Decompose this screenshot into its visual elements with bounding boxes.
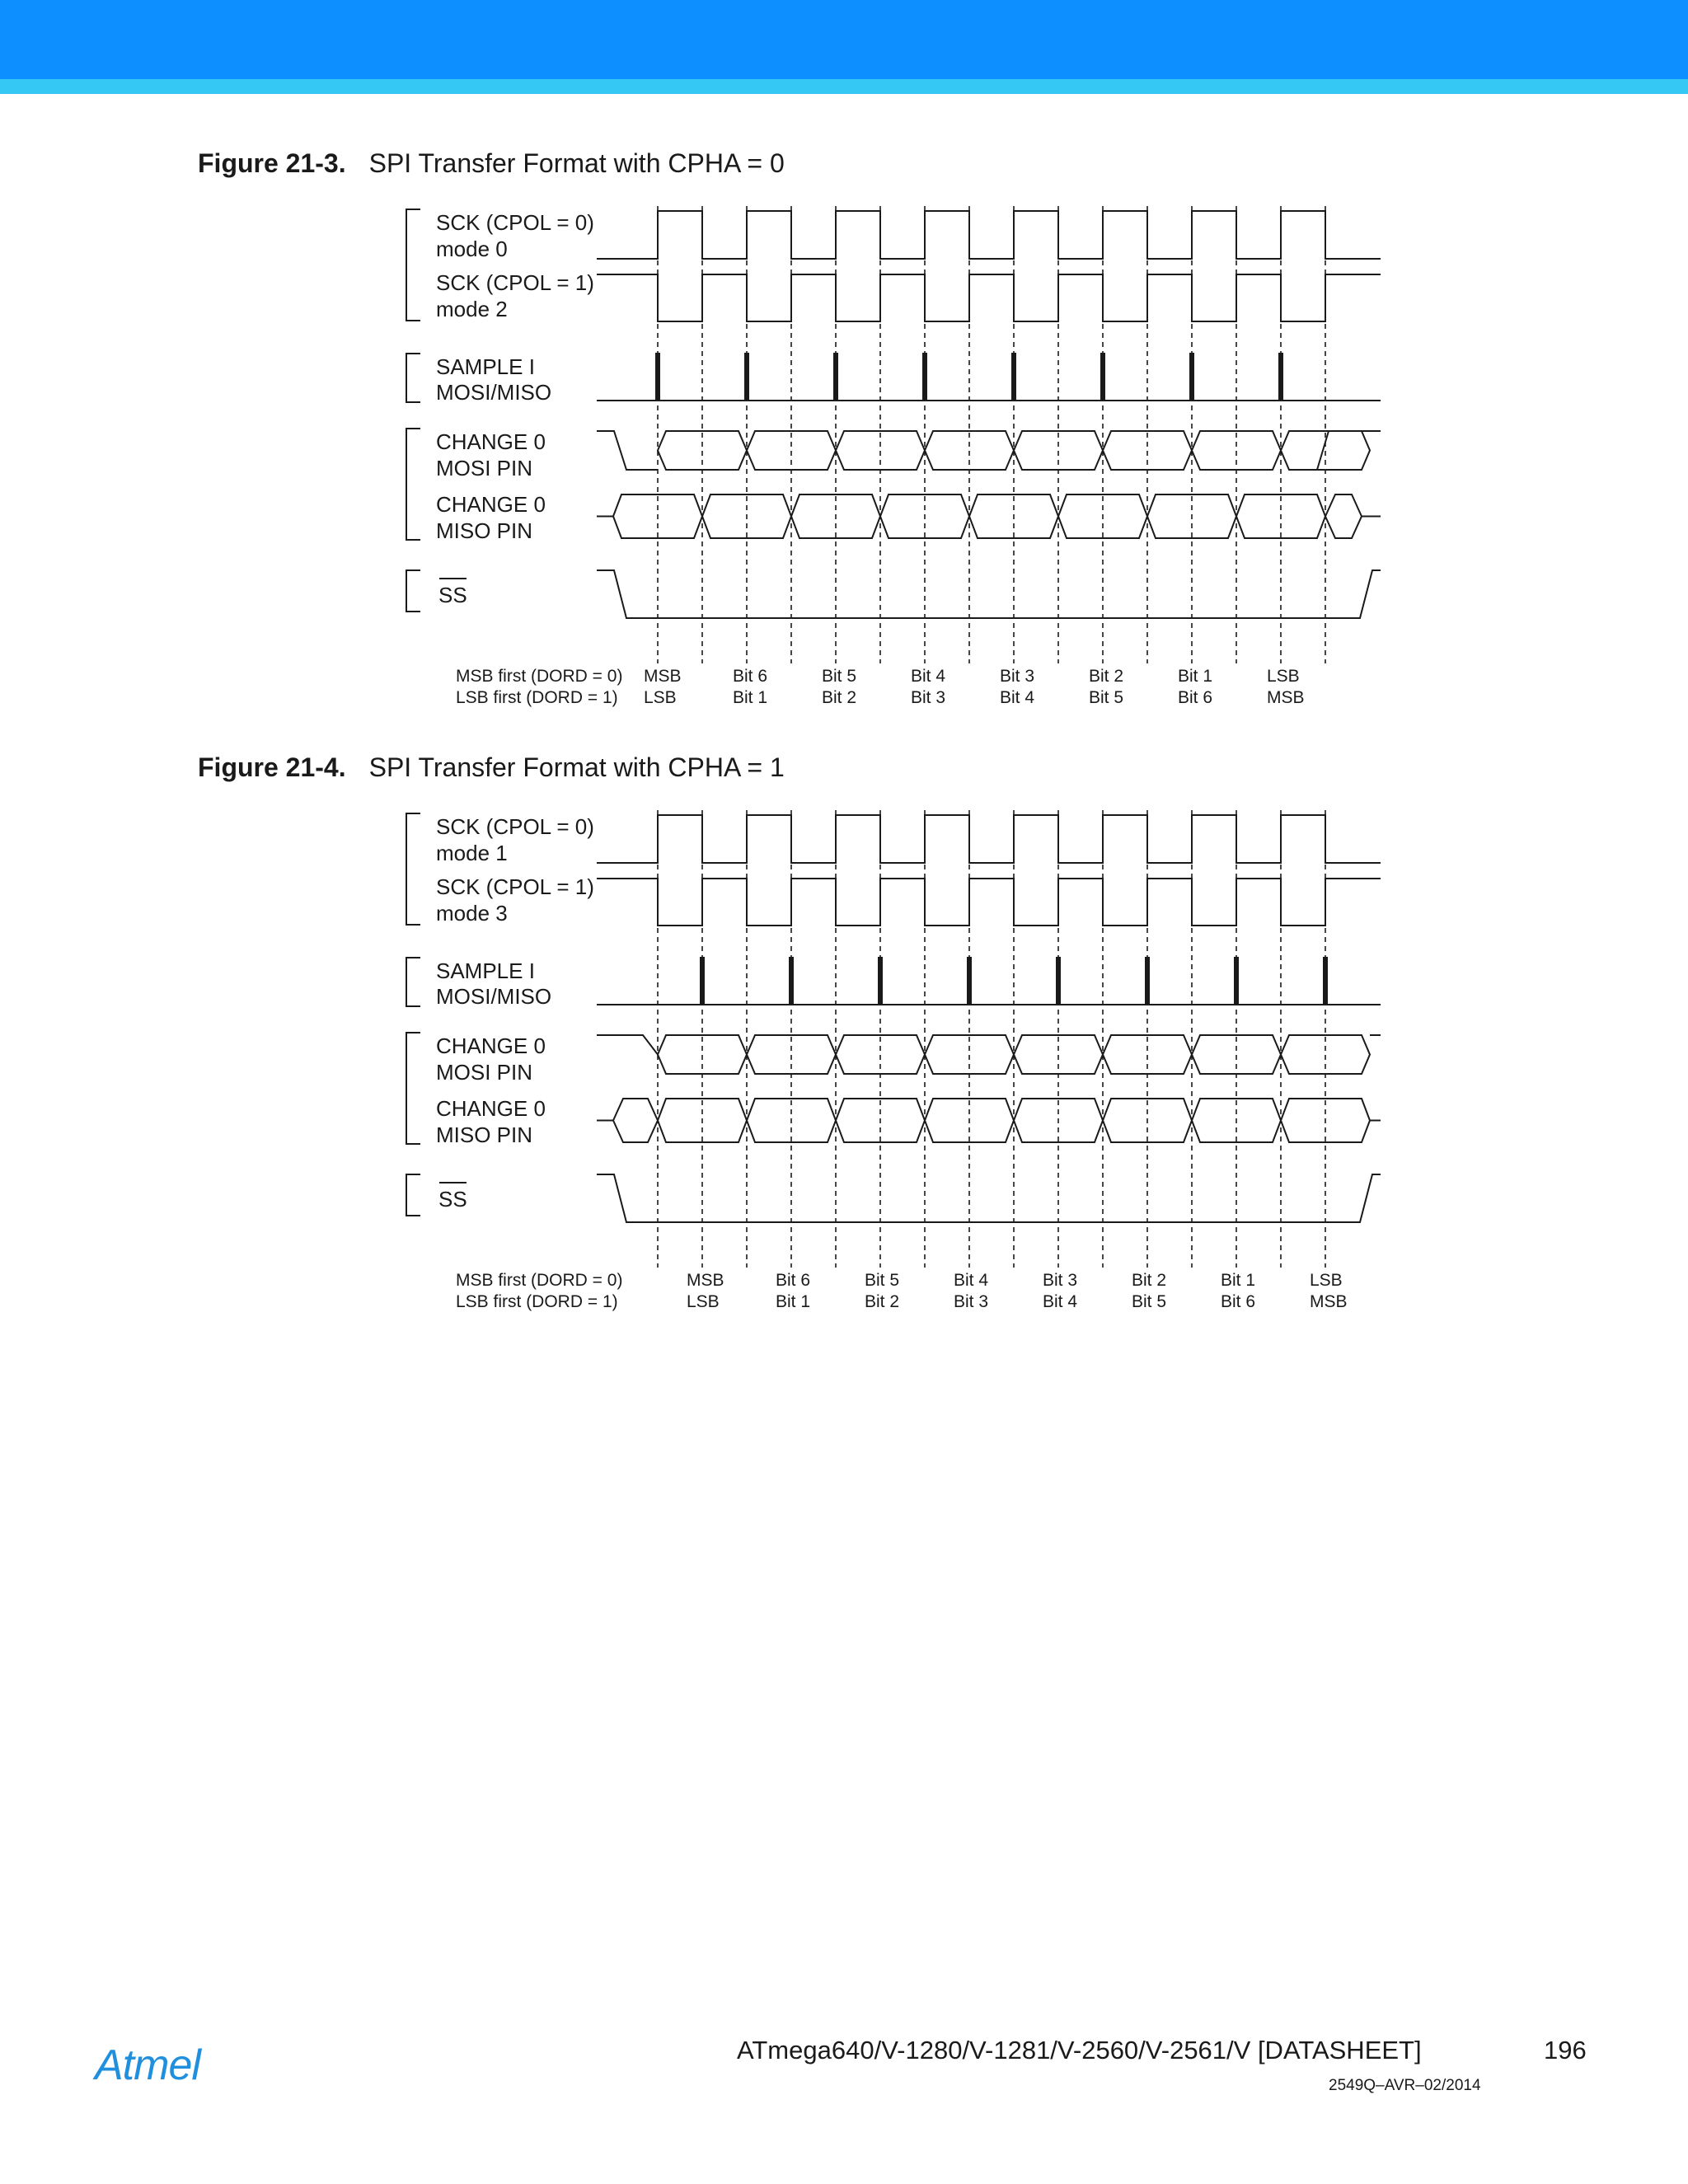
page-number: 196 [1544, 2036, 1587, 2064]
bracket-change [406, 429, 420, 540]
miso-extra [1325, 494, 1381, 538]
bracket-sck [406, 209, 420, 321]
document-title: ATmega640/V-1280/V-1281/V-2560/V-2561/V [DATASHEET] [737, 2036, 1422, 2064]
bit-label-msb-first: Bit 2 [1089, 667, 1124, 686]
label-change-mosi: CHANGE 0 [436, 429, 546, 454]
mosi-exit [1317, 431, 1381, 470]
bit-label-lsb-first: MSB [1267, 688, 1305, 707]
bit-label-msb-first: Bit 1 [1178, 667, 1213, 686]
miso-entry [597, 1099, 658, 1142]
bit-label-lsb-first: Bit 4 [1000, 688, 1035, 707]
bit-label-lsb-first: Bit 1 [776, 1292, 811, 1311]
figure-number: Figure 21-4. [198, 752, 346, 782]
bit-label-msb-first: Bit 1 [1221, 1271, 1256, 1290]
bit-label-lsb-first: Bit 1 [733, 688, 768, 707]
sck-cpol1-wave [597, 879, 1381, 926]
bit-label-lsb-first: LSB [687, 1292, 720, 1311]
label-lsb-first: LSB first (DORD = 1) [456, 688, 618, 707]
bit-label-msb-first: MSB [644, 667, 682, 686]
label-change-miso-sub: MISO PIN [436, 518, 533, 543]
waveforms [597, 815, 1381, 1222]
bracket-sck [406, 813, 420, 925]
label-sample: SAMPLE I [436, 958, 535, 983]
bit-order-labels [687, 1271, 1348, 1311]
bit-label-msb-first: Bit 4 [911, 667, 946, 686]
figure-number: Figure 21-3. [198, 148, 346, 178]
label-ss: SS [438, 583, 467, 607]
bit-label-msb-first: Bit 3 [1043, 1271, 1078, 1290]
bit-label-msb-first: Bit 6 [733, 667, 768, 686]
mosi-entry [597, 1035, 658, 1055]
sck-cpol0-wave [597, 815, 1381, 863]
bracket-change [406, 1033, 420, 1144]
bit-label-lsb-first: Bit 5 [1089, 688, 1124, 707]
sck-cpol0-wave [597, 211, 1381, 259]
bit-label-lsb-first: Bit 5 [1132, 1292, 1167, 1311]
timing-diagram-cpha1 [0, 604, 1688, 1346]
figure-title: SPI Transfer Format with CPHA = 0 [368, 148, 785, 178]
bit-label-lsb-first: Bit 3 [911, 688, 946, 707]
bit-label-lsb-first: Bit 2 [865, 1292, 900, 1311]
bit-label-msb-first: Bit 4 [954, 1271, 989, 1290]
bit-label-msb-first: Bit 5 [822, 667, 857, 686]
bit-label-msb-first: Bit 2 [1132, 1271, 1167, 1290]
bracket-ss [406, 1174, 420, 1216]
bit-label-msb-first: Bit 6 [776, 1271, 811, 1290]
signal-brackets [406, 209, 420, 612]
document-code: 2549Q–AVR–02/2014 [1329, 2077, 1481, 2094]
bit-label-msb-first: Bit 5 [865, 1271, 900, 1290]
label-ss: SS [438, 1187, 467, 1212]
label-sck-cpol1-mode: mode 3 [436, 901, 508, 926]
label-msb-first: MSB first (DORD = 0) [456, 667, 623, 686]
bit-label-lsb-first: Bit 3 [954, 1292, 989, 1311]
label-sample: SAMPLE I [436, 354, 535, 379]
label-sck-cpol0-mode: mode 0 [436, 237, 508, 261]
bit-label-msb-first: Bit 3 [1000, 667, 1035, 686]
bracket-sample [406, 354, 420, 402]
mosi-entry [597, 431, 658, 470]
label-sample-sub: MOSI/MISO [436, 380, 552, 405]
bit-label-lsb-first: Bit 4 [1043, 1292, 1078, 1311]
label-change-mosi-sub: MOSI PIN [436, 1060, 533, 1085]
label-sck-cpol1: SCK (CPOL = 1) [436, 874, 594, 899]
ss-wave [597, 1174, 1381, 1222]
label-sck-cpol1: SCK (CPOL = 1) [436, 270, 594, 295]
bit-label-msb-first: MSB [687, 1271, 724, 1290]
label-sck-cpol0: SCK (CPOL = 0) [436, 814, 594, 839]
atmel-logo: Atmel [95, 2041, 200, 2089]
label-msb-first: MSB first (DORD = 0) [456, 1271, 623, 1290]
label-sck-cpol0: SCK (CPOL = 0) [436, 210, 594, 235]
bracket-sample [406, 958, 420, 1006]
label-sck-cpol0-mode: mode 1 [436, 841, 508, 865]
figure-title: SPI Transfer Format with CPHA = 1 [368, 752, 785, 782]
label-change-miso: CHANGE 0 [436, 492, 546, 517]
label-sample-sub: MOSI/MISO [436, 984, 552, 1009]
label-change-mosi: CHANGE 0 [436, 1033, 546, 1058]
label-change-miso-sub: MISO PIN [436, 1122, 533, 1147]
bit-label-lsb-first: Bit 2 [822, 688, 857, 707]
bit-label-msb-first: LSB [1267, 667, 1300, 686]
bit-label-msb-first: LSB [1310, 1271, 1343, 1290]
bit-label-lsb-first: Bit 6 [1221, 1292, 1256, 1311]
label-lsb-first: LSB first (DORD = 1) [456, 1292, 618, 1311]
label-change-miso: CHANGE 0 [436, 1096, 546, 1121]
sck-cpol1-wave [597, 274, 1381, 321]
bit-label-lsb-first: MSB [1310, 1292, 1348, 1311]
waveforms [597, 211, 1381, 618]
bit-label-lsb-first: Bit 6 [1178, 688, 1213, 707]
label-change-mosi-sub: MOSI PIN [436, 456, 533, 480]
signal-labels [436, 814, 622, 1311]
bit-label-lsb-first: LSB [644, 688, 677, 707]
signal-brackets [406, 813, 420, 1216]
label-sck-cpol1-mode: mode 2 [436, 297, 508, 321]
